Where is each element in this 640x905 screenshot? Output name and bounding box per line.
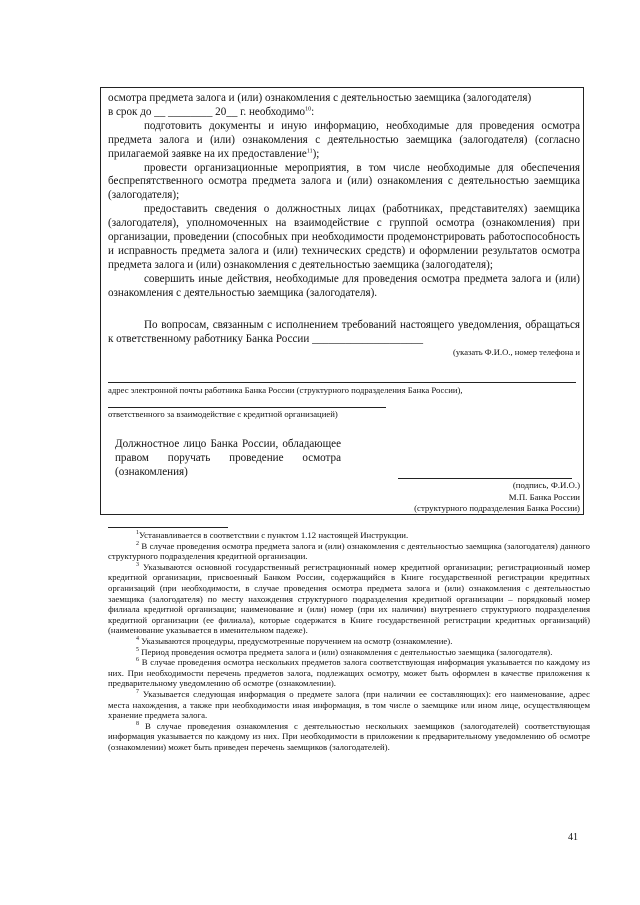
item-other-actions: совершить иные действия, необходимые для проведения осмотра предмета залога и (или) ознакомления с деятельностью заемщика (залогодателя). xyxy=(108,272,580,299)
footnote-7: $^7$ Указывается следующая информация о предмете залога (при наличии ее составляющих): его наименование, адрес места нахождения, а также при необходимости иная информация, в том числе о заемщике или ином лице, осуществляющем хранение предмета залога. xyxy=(108,688,591,721)
contact-hint-2: адрес электронной почты работника Банка России (структурного подразделения Банка России), xyxy=(108,385,463,395)
item-prepare-documents xyxy=(108,120,580,162)
footnote-3: $^3$ Указываются основной государственный регистрационный номер кредитной организации; регистрационный номер кредитной организации, присвоенный Банком России, содержащийся в Книге государственной регистрации кредитных организаций (при необходимости, в случае проведения осмотра предмета залога и (или) ознакомления с деятельностью заемщика (залогодателя) по месту нахождения структурного подразделения кредитной организации – порядковый номер филиала кредитной организации; наименование и (или) номер (при их наличии) внутреннего структурного подразделения кредитной организации (ее филиала), которые содержатся в Книге государственной регистрации кредитных организаций) (наименование указывается в именительном падеже). xyxy=(108,561,591,636)
notice-body xyxy=(108,92,580,358)
item-provide-officials: предоставить сведения о должностных лицах (работниках, представителях) заемщика (залогодателя), уполномоченных на взаимодействие с группой осмотра (ознакомления) при организации, проведении (способных при необходимости продемонстрировать работоспособность и исправность предмета залога и (или) технических средств) и оформлении результатов осмотра предмета залога и (или) ознакомления с деятельностью заемщика (залогодателя); xyxy=(108,203,580,271)
deadline-text: в срок до __ ________ 20__ г. необходимо xyxy=(108,105,306,118)
contact-fill-line xyxy=(108,382,576,383)
contact-hint-3: ответственного за взаимодействие с кредитной организацией) xyxy=(108,409,338,419)
footnote-8: $^8$ В случае проведения ознакомления с деятельностью нескольких заемщиков (залогодателей) соответствующая информация указывается по каждому из них. При необходимости в приложении к предварительному уведомлению об осмотре (ознакомлении) может быть приведен перечень заемщиков (залогодателей). xyxy=(108,720,590,752)
item-organize-events: провести организационные мероприятия, в том числе необходимые для обеспечения беспрепятственного осмотра предмета залога и (или) ознакомления с деятельностью заемщика (залогодателя); xyxy=(108,161,580,202)
unit-label: (структурного подразделения Банка России) xyxy=(414,503,580,513)
contact-hint-1: (указать Ф.И.О., номер телефона и xyxy=(452,347,580,358)
footnotes xyxy=(108,530,590,752)
contact-fill-line-2 xyxy=(108,407,386,408)
footnote-ref-11: 11 xyxy=(306,147,313,154)
official-title: Должностное лицо Банка России, обладающее правом поручать проведение осмотра (ознакомления) xyxy=(115,438,341,479)
footnote-4: $^4$ Указываются процедуры, предусмотренные поручением на осмотр (ознакомление). xyxy=(136,635,453,646)
footnote-2: $^2$ В случае проведения осмотра предмета залога и (или) ознакомления с деятельностью заемщика (залогодателя) данного структурного подразделения кредитной организации. xyxy=(108,540,590,562)
deadline-line xyxy=(108,106,580,120)
stamp-label: М.П. Банка России xyxy=(508,492,580,502)
footnote-separator xyxy=(108,527,228,528)
signature-label: (подпись, Ф.И.О.) xyxy=(512,480,580,490)
item-prepare-documents-text: подготовить документы и иную информацию, необходимые для проведения осмотра предмета залога и (или) ознакомления с деятельностью заемщика (залогодателя) (согласно прилагаемой заявке на их предоставление xyxy=(108,119,580,160)
footnote-1: $^1$Устанавливается в соответствии с пунктом 1.12 настоящей Инструкции. xyxy=(136,530,409,540)
footnote-5: $^5$ Период проведения осмотра предмета залога и (или) ознакомления с деятельностью заемщика (залогодателя). xyxy=(136,646,553,657)
body-line-1: осмотра предмета залога и (или) ознакомления с деятельностью заемщика (залогодателя) xyxy=(108,92,532,104)
deadline-colon: : xyxy=(311,105,315,118)
footnote-ref-10: 10 xyxy=(305,106,312,113)
page-number: 41 xyxy=(568,832,578,843)
footnote-6: $^6$ В случае проведения осмотра нескольких предметов залога соответствующая информация указывается по каждому из них. При необходимости перечень предметов залога, подлежащих осмотру, может быть оформлен в качестве приложения к предварительному уведомлению об осмотре (ознакомлении). xyxy=(108,657,591,689)
item-prepare-documents-end: ); xyxy=(312,147,320,160)
signature-line xyxy=(398,478,572,479)
contact-paragraph: По вопросам, связанным с исполнением требований настоящего уведомления, обращаться к ответственному работнику Банка России ____________________ xyxy=(108,318,580,345)
